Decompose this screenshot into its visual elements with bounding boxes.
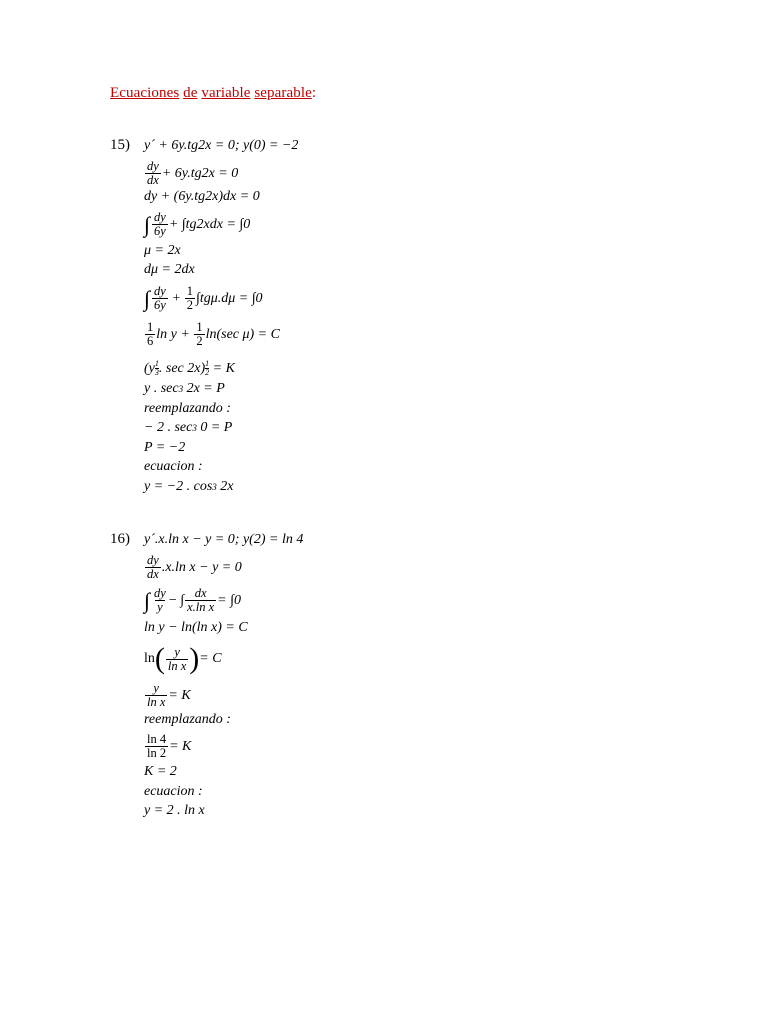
problem-16-number: 16)	[110, 531, 130, 547]
p16-line-6: $\frac{y}{\text{ln x}}$ = K	[147, 681, 191, 709]
p15-line-8: $\frac{1}{6}$ ln y + $\frac{1}{2}$ ln(sec μ) = C	[147, 320, 280, 348]
p15-fraction: $\frac{1}{2}$	[196, 320, 203, 348]
p15-line-10: y . sec 3 2x = P	[144, 381, 225, 396]
p15-line-5: μ = 2x	[144, 243, 181, 258]
title-word-3: variable	[201, 85, 251, 101]
p15-fraction: $\frac{dy}{6y}$	[154, 210, 166, 238]
p15-line-15: y = −2 . cos 3 2x	[144, 479, 234, 494]
p16-fraction: $\frac{dy}{y}$	[154, 586, 166, 614]
p15-line-1: y´ + 6y.tg2x = 0; y(0) = −2	[144, 138, 299, 153]
integral-sign: ∫	[144, 285, 151, 311]
p16-fraction: $\frac{dy}{dx}$	[147, 553, 159, 581]
p16-line-1: y´.x.ln x − y = 0; y(2) = ln 4	[144, 532, 304, 547]
p15-line-9: (y $\frac{1}{3}$ . sec 2x) $\frac{1}{2}$ = K	[144, 359, 235, 377]
p15-fraction: $\frac{dy}{dx}$	[147, 159, 159, 187]
p16-line-9: K = 2	[144, 764, 177, 779]
p15-line-7: ∫ $\frac{dy}{6y}$ + $\frac{1}{2}$ ∫tgμ.dμ = ∫0	[144, 284, 263, 312]
p15-line-12: − 2 . sec 3 0 = P	[144, 420, 233, 435]
title-word-4: separable	[254, 85, 312, 101]
p15-line-13: P = −2	[144, 440, 186, 455]
title-word-2: de	[183, 85, 198, 101]
p15-line-6: dμ = 2dx	[144, 262, 195, 277]
title-colon: :	[311, 85, 317, 101]
p15-line-2: $\frac{dy}{dx}$ + 6y.tg2x = 0	[147, 159, 239, 187]
p15-line-3: dy + (6y.tg2x)dx = 0	[144, 189, 260, 204]
problem-15-number: 15)	[110, 137, 130, 153]
p15-fraction: $\frac{1}{2}$	[186, 284, 193, 312]
p16-line-7: reemplazando :	[144, 712, 231, 727]
p16-line-2: $\frac{dy}{dx}$ .x.ln x − y = 0	[147, 553, 242, 581]
p16-line-8: $\frac{\ln 4}{\ln 2}$ = K	[147, 732, 192, 760]
p16-fraction: $\frac{dx}{\text{x.ln x}}$	[187, 586, 215, 614]
p16-line-4: ln y − ln(ln x) = C	[144, 620, 248, 635]
integral-sign: ∫	[144, 211, 151, 237]
p16-fraction: $\frac{y}{\text{ln x}}$	[167, 644, 187, 673]
title-word-1: Ecuaciones	[110, 85, 180, 101]
p16-line-10: ecuacion :	[144, 784, 203, 799]
section-title	[110, 85, 316, 102]
p15-line-14: ecuacion :	[144, 459, 203, 474]
p15-line-4: ∫ $\frac{dy}{6y}$ + ∫tg2xdx = ∫0	[144, 210, 251, 238]
p16-line-11: y = 2 . ln x	[144, 803, 205, 818]
p15-fraction: $\frac{dy}{6y}$	[154, 284, 166, 312]
p16-fraction: $\frac{\ln 4}{\ln 2}$	[147, 732, 167, 760]
p16-line-5: ln ( $\frac{y}{\text{ln x}}$ ) = C	[144, 642, 222, 675]
p16-fraction: $\frac{y}{\text{ln x}}$	[147, 681, 166, 709]
p15-line-11: reemplazando :	[144, 401, 231, 416]
p16-line-3: ∫ $\frac{dy}{y}$ − ∫ $\frac{dx}{\text{x.ln x}}$ = ∫0	[144, 586, 241, 614]
p15-fraction: $\frac{1}{6}$	[147, 320, 154, 348]
integral-sign: ∫	[144, 587, 151, 613]
